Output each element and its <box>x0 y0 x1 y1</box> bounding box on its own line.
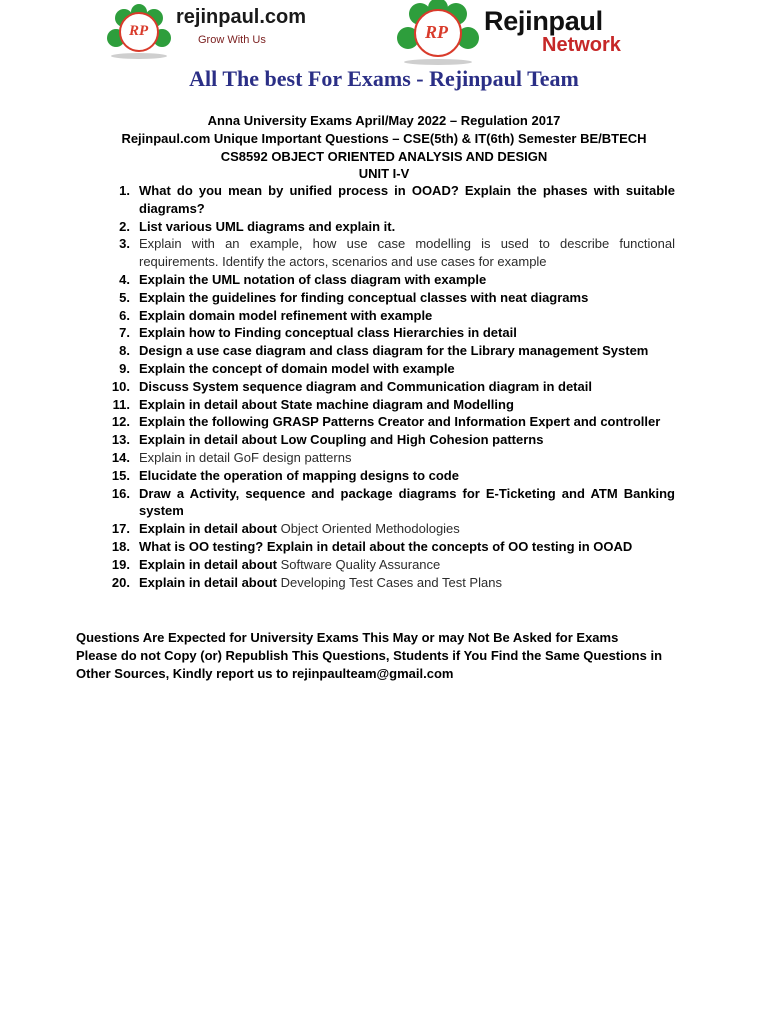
question-text-alt: Developing Test Cases and Test Plans <box>280 574 502 590</box>
question-number: 17. <box>111 521 130 537</box>
question-number: 10. <box>111 378 130 394</box>
questions-heading: Rejinpaul.com Unique Important Questions – CSE(5th) & IT(6th) Semester BE/BTECH <box>121 131 647 146</box>
question-text-alt: Object Oriented Methodologies <box>280 521 460 537</box>
question-number: 6. <box>119 307 130 323</box>
question-text: Explain in detail about <box>139 521 281 537</box>
question-number: 2. <box>119 218 130 234</box>
question-item <box>100 324 675 342</box>
question-text: Explain in detail about Low Coupling and High Cohesion patterns <box>139 432 544 448</box>
question-number: 1. <box>119 183 130 198</box>
question-text: Explain domain model refinement with example <box>139 307 433 323</box>
question-text-alt: Software Quality Assurance <box>280 556 441 572</box>
question-text: List various UML diagrams and explain it. <box>139 218 396 234</box>
badge-text: RP <box>425 22 449 42</box>
question-text: Explain the UML notation of class diagram with example <box>139 271 487 287</box>
question-number: 20. <box>111 574 130 590</box>
question-number: 14. <box>111 449 130 465</box>
question-item <box>100 556 675 574</box>
question-item <box>100 378 675 396</box>
question-text: Discuss System sequence diagram and Communication diagram in detail <box>139 378 592 394</box>
banner-title: All The best For Exams - Rejinpaul Team <box>189 66 579 91</box>
question-text: Explain in detail about State machine diagram and Modelling <box>139 396 514 412</box>
question-item <box>100 485 675 521</box>
question-item <box>100 182 675 218</box>
question-item <box>100 431 675 449</box>
badge-text: RP <box>129 23 149 39</box>
question-number: 16. <box>111 485 130 501</box>
footer-line: Please do not Copy (or) Republish This Questions, Students if You Find the Same Questions in Other Sources, Kindly report us to rejinpaulteam@gmail.com <box>76 647 663 681</box>
question-number: 7. <box>119 325 130 341</box>
question-text: What is OO testing? Explain in detail about the concepts of OO testing in OOAD <box>139 538 633 554</box>
subject-heading: CS8592 OBJECT ORIENTED ANALYSIS AND DESIGN <box>220 149 548 164</box>
rejinpaul-com-logo[interactable] <box>104 4 324 60</box>
question-number: 13. <box>111 432 130 448</box>
question-text-alt: Explain with an example, how use case modelling is used to describe functional requirements. Identify the actors, scenarios and use cases for example <box>139 236 675 270</box>
question-item <box>100 271 675 289</box>
question-text: Explain in detail about <box>139 556 281 572</box>
brand-name: Rejinpaul <box>484 6 603 36</box>
question-number: 5. <box>119 289 130 305</box>
question-number: 12. <box>111 414 130 430</box>
question-number: 15. <box>111 467 130 483</box>
question-number: 8. <box>119 343 130 359</box>
question-number: 4. <box>119 271 130 287</box>
question-text: What do you mean by unified process in OOAD? Explain the phases with suitable diagrams? <box>139 183 675 216</box>
footer-notice <box>76 629 676 682</box>
question-text: Draw a Activity, sequence and package diagrams for E-Ticketing and ATM Banking system <box>139 485 675 519</box>
question-item <box>100 235 675 271</box>
exam-heading: Anna University Exams April/May 2022 – Regulation 2017 <box>207 113 561 128</box>
question-item <box>100 396 675 414</box>
question-text: Explain how to Finding conceptual class Hierarchies in detail <box>139 325 517 341</box>
question-item <box>100 289 675 307</box>
question-item <box>100 360 675 378</box>
question-text: Explain the concept of domain model with example <box>139 360 455 376</box>
question-text-alt: Explain in detail GoF design patterns <box>139 449 352 465</box>
question-text: Design a use case diagram and class diagram for the Library management System <box>139 343 649 359</box>
question-item <box>100 413 675 431</box>
question-number: 3. <box>119 236 130 252</box>
rejinpaul-network-logo[interactable] <box>394 0 634 66</box>
brand-tagline: Grow With Us <box>198 34 266 46</box>
question-item <box>100 467 675 485</box>
question-number: 11. <box>112 396 130 412</box>
brand-subname: Network <box>542 34 621 56</box>
question-item <box>100 307 675 325</box>
question-list <box>100 182 675 591</box>
footer-line: Questions Are Expected for University Exams This May or may Not Be Asked for Exams <box>76 630 619 645</box>
question-number: 18. <box>111 538 130 554</box>
question-text: Explain the guidelines for finding conceptual classes with neat diagrams <box>139 289 589 305</box>
question-item <box>100 342 675 360</box>
question-item <box>100 520 675 538</box>
unit-heading: UNIT I-V <box>358 166 410 181</box>
question-item <box>100 538 675 556</box>
question-text: Explain in detail about <box>139 574 281 590</box>
question-item <box>100 218 675 236</box>
question-item <box>100 449 675 467</box>
question-number: 19. <box>111 556 130 572</box>
brand-name: rejinpaul.com <box>176 6 307 28</box>
question-number: 9. <box>119 360 130 376</box>
question-text: Elucidate the operation of mapping designs to code <box>139 467 459 483</box>
question-item <box>100 574 675 592</box>
question-text: Explain the following GRASP Patterns Creator and Information Expert and controller <box>139 414 661 430</box>
